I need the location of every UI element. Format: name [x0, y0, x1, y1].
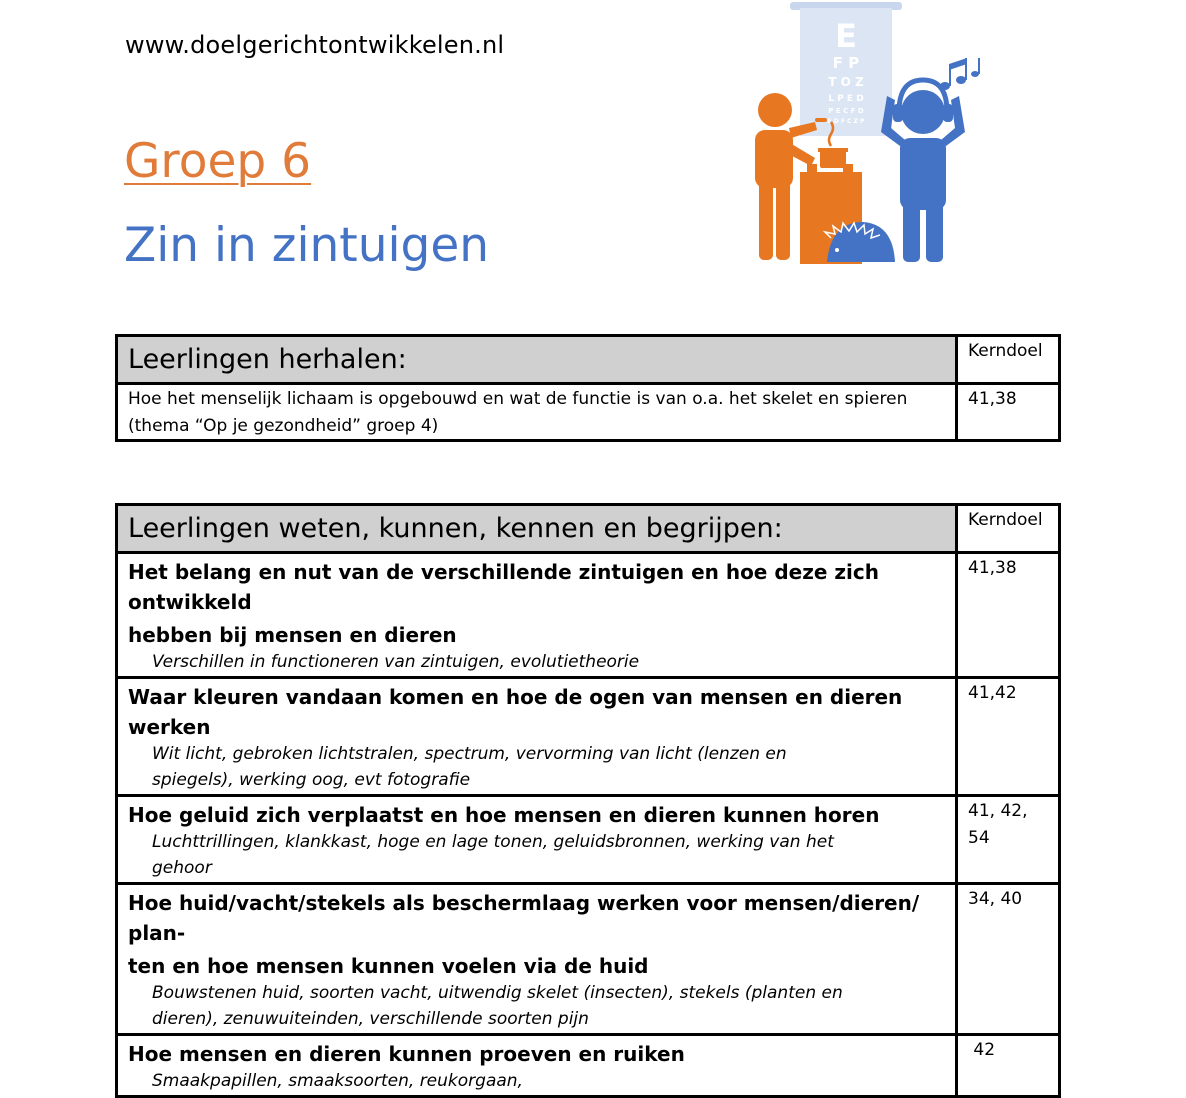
page-subtitle: Zin in zintuigen: [124, 218, 490, 273]
goal-detail: gehoor: [152, 858, 212, 878]
svg-text:F P: F P: [832, 54, 860, 72]
kerndoel-header: Kerndoel: [968, 341, 1043, 361]
table-row: [117, 884, 1060, 1035]
goal-text-cell: [117, 796, 957, 884]
goal-detail: spiegels), werking oog, evt fotografie: [152, 770, 471, 790]
goal-text-cell: [117, 884, 957, 1035]
kerndoel-value: 41,38: [968, 389, 1017, 409]
goal-detail: Bouwstenen huid, soorten vacht, uitwendig skelet (insecten), stekels (planten en: [152, 983, 843, 1003]
goal-detail: Verschillen in functioneren van zintuigen, evolutietheorie: [152, 652, 640, 672]
goal-kerndoel-cell: [957, 1035, 1060, 1097]
review-text-line2: (thema “Op je gezondheid” groep 4): [128, 416, 439, 436]
goal-topic: Hoe mensen en dieren kunnen proeven en ruiken: [128, 1042, 685, 1066]
goal-text-cell: [117, 678, 957, 796]
goal-kerndoel-cell: [957, 796, 1060, 884]
table-row: [117, 553, 1060, 678]
goal-text-cell: [117, 1035, 957, 1097]
review-table: [115, 334, 1061, 442]
kerndoel-value: 41,42: [968, 683, 1017, 703]
review-header-label: Leerlingen herhalen:: [128, 344, 407, 375]
goal-kerndoel-cell: [957, 553, 1060, 678]
goal-topic: Het belang en nut van de verschillende zintuigen en hoe deze zich ontwikkeld: [128, 560, 879, 614]
table-row: [117, 796, 1060, 884]
goal-topic: Hoe geluid zich verplaatst en hoe mensen en dieren kunnen horen: [128, 803, 880, 827]
goal-topic: Waar kleuren vandaan komen en hoe de ogen van mensen en dieren werken: [128, 685, 903, 739]
svg-text:E D F C Z P: E D F C Z P: [827, 118, 865, 125]
goals-header-label: Leerlingen weten, kunnen, kennen en begrijpen:: [128, 513, 783, 544]
listening-person-icon: [881, 80, 965, 262]
learning-goals-table: [115, 503, 1061, 1098]
music-notes-icon: [940, 58, 980, 90]
svg-text:P E C F D: P E C F D: [828, 107, 864, 115]
svg-text:E: E: [835, 17, 857, 55]
review-text-line1: Hoe het menselijk lichaam is opgebouwd en wat de functie is van o.a. het skelet en spieren: [128, 389, 908, 409]
goals-table-header: [117, 505, 957, 553]
table-row: [117, 384, 1060, 441]
goal-kerndoel-cell: [957, 678, 1060, 796]
page-title: Groep 6: [124, 134, 312, 189]
table-row: [117, 1035, 1060, 1097]
kerndoel-header: Kerndoel: [968, 510, 1043, 530]
kerndoel-value: 34, 40: [968, 889, 1023, 909]
hedgehog-icon: [825, 222, 895, 262]
goal-topic: ten en hoe mensen kunnen voelen via de huid: [128, 954, 649, 978]
goal-text-cell: [117, 553, 957, 678]
table-row: [117, 678, 1060, 796]
goal-topic: hebben bij mensen en dieren: [128, 623, 457, 647]
kerndoel-value: 41,38: [968, 558, 1017, 578]
svg-text:L P E D: L P E D: [828, 94, 864, 104]
review-kerndoel-cell: [957, 384, 1060, 441]
kerndoel-value: 41, 42,: [968, 801, 1028, 821]
kerndoel-value: 42: [968, 1040, 996, 1060]
goal-topic: Hoe huid/vacht/stekels als beschermlaag werken voor mensen/dieren/ plan-: [128, 891, 920, 945]
senses-illustration: [745, 0, 990, 275]
goal-detail: Luchttrillingen, klankkast, hoge en lage tonen, geluidsbronnen, werking van het: [152, 832, 834, 852]
goal-detail: dieren), zenuwuiteinden, verschillende soorten pijn: [152, 1009, 589, 1029]
review-kerndoel-header-cell: [957, 336, 1060, 384]
kerndoel-value: 54: [968, 828, 990, 848]
goal-detail: Wit licht, gebroken lichtstralen, spectrum, vervorming van licht (lenzen en: [152, 744, 787, 764]
svg-text:T O Z: T O Z: [828, 75, 864, 89]
goal-detail: Smaakpapillen, smaaksoorten, reukorgaan,: [152, 1071, 523, 1091]
review-table-header: [117, 336, 957, 384]
website-url: www.doelgerichtontwikkelen.nl: [125, 31, 505, 59]
review-text-cell: [117, 384, 957, 441]
goal-kerndoel-cell: [957, 884, 1060, 1035]
goals-kerndoel-header-cell: [957, 505, 1060, 553]
